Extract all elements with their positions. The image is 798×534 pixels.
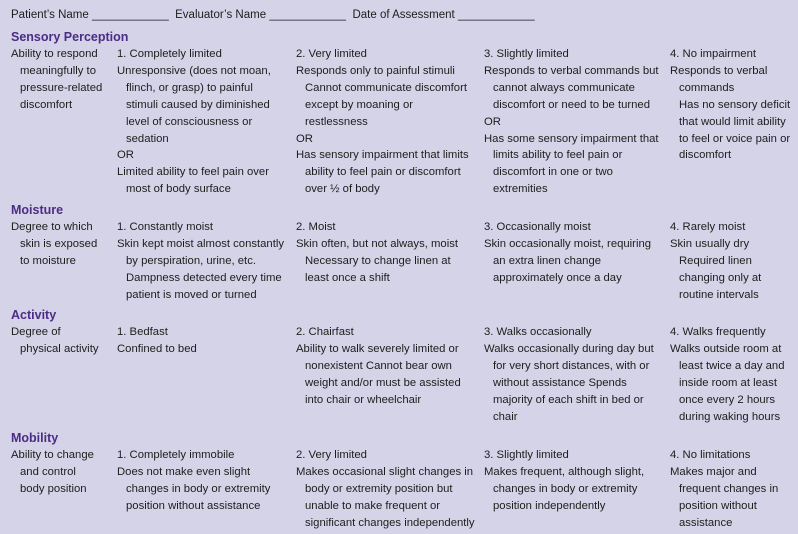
score-description-line: Skin often, but not always, moist: [296, 237, 459, 250]
score-heading: 1. Completely immobile: [117, 449, 235, 461]
score-description-line: level of consciousness or: [126, 115, 253, 128]
score-description-line: Confined to bed: [117, 342, 197, 355]
score-heading: 1. Completely limited: [117, 48, 222, 60]
criterion-label-line: Ability to respond: [11, 48, 98, 60]
score-description-line: for very short distances, with or: [493, 359, 650, 372]
score-description-line: frequent changes in: [679, 482, 779, 495]
score-description-line: restlessness: [305, 115, 368, 128]
score-description-line: most of body surface: [126, 183, 231, 196]
score-cell-sensory-perception-4[interactable]: [670, 46, 795, 164]
score-description-line: an extra linen change: [493, 254, 602, 267]
score-description-line: to feel or voice pain or: [679, 132, 791, 145]
score-description-line: Does not make even slight: [117, 465, 251, 478]
score-description-line: changing only at: [679, 271, 762, 284]
score-description-line: Responds to verbal: [670, 64, 768, 77]
criterion-label-line: pressure-related: [20, 81, 103, 94]
patient-name-label: Patient’s Name: [11, 9, 89, 21]
score-description-line: changes in body or extremity: [493, 482, 638, 495]
score-cell-activity-1[interactable]: [117, 324, 292, 358]
or-separator: OR: [296, 132, 313, 145]
score-description-line: approximately once a day: [493, 271, 622, 284]
score-description-line: by perspiration, urine, etc.: [126, 254, 256, 267]
section-title-sensory-perception: Sensory Perception: [11, 30, 129, 44]
criterion-label-line: skin is exposed: [20, 237, 98, 250]
score-description-line: sedation: [126, 132, 169, 145]
score-cell-sensory-perception-2[interactable]: [296, 46, 479, 198]
score-cell-activity-4[interactable]: [670, 324, 795, 425]
score-cell-mobility-4[interactable]: [670, 447, 795, 532]
score-description-line: into chair or wheelchair: [305, 393, 422, 406]
score-cell-mobility-1[interactable]: [117, 447, 292, 515]
score-description-line: over ½ of body: [305, 183, 380, 196]
criterion-label-line: meaningfully to: [20, 64, 96, 77]
criterion-label-mobility: [11, 447, 111, 498]
score-description-line: Ability to walk severely limited or: [296, 342, 459, 355]
score-heading: 3. Walks occasionally: [484, 326, 592, 338]
score-heading: 2. Chairfast: [296, 326, 354, 338]
form-header: [11, 9, 535, 21]
score-heading: 3. Slightly limited: [484, 449, 569, 461]
section-title-mobility: Mobility: [11, 431, 59, 445]
evaluator-name-blank[interactable]: ____________: [269, 9, 347, 21]
score-heading: 2. Very limited: [296, 449, 367, 461]
score-description-line: limits ability to feel pain or: [493, 149, 623, 162]
score-description-line: ability to feel pain or discomfort: [305, 166, 461, 179]
score-description-line: weight and/or must be assisted: [305, 376, 461, 389]
score-description-line: majority of each shift in bed or: [493, 393, 644, 406]
score-description-line: Skin kept moist almost constantly: [117, 237, 285, 250]
score-cell-activity-2[interactable]: [296, 324, 479, 409]
score-description-line: least once a shift: [305, 271, 390, 284]
score-description-line: unable to make frequent or: [305, 499, 441, 512]
score-description-line: discomfort: [679, 149, 732, 162]
score-description-line: once every 2 hours: [679, 393, 776, 406]
criterion-label-sensory-perception: [11, 46, 111, 114]
criterion-label-activity: [11, 324, 111, 358]
score-description-line: chair: [493, 410, 518, 423]
score-description-line: discomfort or need to be turned: [493, 98, 650, 111]
score-heading: 2. Moist: [296, 221, 336, 233]
score-cell-moisture-1[interactable]: [117, 219, 292, 304]
score-description-line: during waking hours: [679, 410, 781, 423]
criterion-label-line: Ability to change: [11, 449, 94, 461]
criterion-label-line: discomfort: [20, 98, 73, 111]
criterion-label-line: to moisture: [20, 254, 76, 267]
score-heading: 1. Bedfast: [117, 326, 168, 338]
score-description-line: changes in body or extremity: [126, 482, 271, 495]
score-description-line: Has no sensory deficit: [679, 98, 791, 111]
score-heading: 1. Constantly moist: [117, 221, 214, 233]
score-description-line: Responds to verbal commands but: [484, 64, 659, 77]
assessment-date-label: Date of Assessment: [352, 9, 455, 21]
score-heading: 4. No limitations: [670, 449, 751, 461]
score-cell-mobility-2[interactable]: [296, 447, 479, 532]
score-heading: 4. Rarely moist: [670, 221, 746, 233]
score-description-line: Cannot communicate discomfort: [305, 81, 467, 94]
criterion-label-line: and control: [20, 465, 76, 478]
score-description-line: Responds only to painful stimuli: [296, 64, 455, 77]
criterion-label-line: Degree of: [11, 326, 61, 338]
score-heading: 4. Walks frequently: [670, 326, 766, 338]
score-description-line: without assistance Spends: [493, 376, 627, 389]
score-description-line: position without: [679, 499, 757, 512]
criterion-label-line: Degree to which: [11, 221, 93, 233]
score-description-line: Makes occasional slight changes in: [296, 465, 474, 478]
score-description-line: Required linen: [679, 254, 752, 267]
score-description-line: Dampness detected every time: [126, 271, 282, 284]
assessment-date-blank[interactable]: ____________: [457, 9, 535, 21]
section-title-moisture: Moisture: [11, 203, 64, 217]
score-description-line: position independently: [493, 499, 606, 512]
score-description-line: nonexistent Cannot bear own: [305, 359, 452, 372]
score-heading: 2. Very limited: [296, 48, 367, 60]
score-description-line: cannot always communicate: [493, 81, 635, 94]
score-description-line: Makes frequent, although slight,: [484, 465, 645, 478]
score-description-line: Unresponsive (does not moan,: [117, 64, 271, 77]
score-description-line: Makes major and: [670, 465, 757, 478]
score-heading: 3. Slightly limited: [484, 48, 569, 60]
score-description-line: Necessary to change linen at: [305, 254, 451, 267]
score-cell-moisture-2[interactable]: [296, 219, 479, 287]
score-description-line: extremities: [493, 183, 548, 196]
score-description-line: except by moaning or: [305, 98, 414, 111]
score-description-line: Has some sensory impairment that: [484, 132, 659, 145]
score-description-line: that would limit ability: [679, 115, 786, 128]
patient-name-blank[interactable]: ____________: [91, 9, 169, 21]
score-description-line: discomfort in one or two: [493, 166, 613, 179]
score-description-line: body or extremity position but: [305, 482, 453, 495]
score-cell-sensory-perception-1[interactable]: [117, 46, 292, 198]
score-description-line: Walks occasionally during day but: [484, 342, 654, 355]
score-description-line: commands: [679, 81, 735, 94]
score-cell-activity-3[interactable]: [484, 324, 664, 425]
section-title-activity: Activity: [11, 308, 57, 322]
score-description-line: least twice a day and: [679, 359, 785, 372]
score-description-line: stimuli caused by diminished: [126, 98, 270, 111]
score-description-line: Walks outside room at: [670, 342, 782, 355]
score-cell-moisture-4[interactable]: [670, 219, 795, 304]
score-description-line: Has sensory impairment that limits: [296, 149, 469, 162]
criterion-label-moisture: [11, 219, 111, 270]
score-description-line: Skin occasionally moist, requiring: [484, 237, 652, 250]
score-heading: 3. Occasionally moist: [484, 221, 591, 233]
score-description-line: position without assistance: [126, 499, 261, 512]
score-description-line: Limited ability to feel pain over: [117, 166, 269, 179]
score-description-line: flinch, or grasp) to painful: [126, 81, 253, 94]
score-cell-moisture-3[interactable]: [484, 219, 664, 287]
score-description-line: assistance: [679, 516, 733, 529]
evaluator-name-label: Evaluator’s Name: [175, 9, 267, 21]
score-cell-mobility-3[interactable]: [484, 447, 664, 515]
score-description-line: significant changes independently: [305, 516, 475, 529]
score-description-line: Skin usually dry: [670, 237, 750, 250]
criterion-label-line: physical activity: [20, 342, 99, 355]
score-cell-sensory-perception-3[interactable]: [484, 46, 664, 198]
or-separator: OR: [484, 115, 501, 128]
score-description-line: patient is moved or turned: [126, 288, 257, 301]
criterion-label-line: body position: [20, 482, 87, 495]
score-heading: 4. No impairment: [670, 48, 757, 60]
or-separator: OR: [117, 149, 134, 162]
score-description-line: inside room at least: [679, 376, 777, 389]
score-description-line: routine intervals: [679, 288, 759, 301]
